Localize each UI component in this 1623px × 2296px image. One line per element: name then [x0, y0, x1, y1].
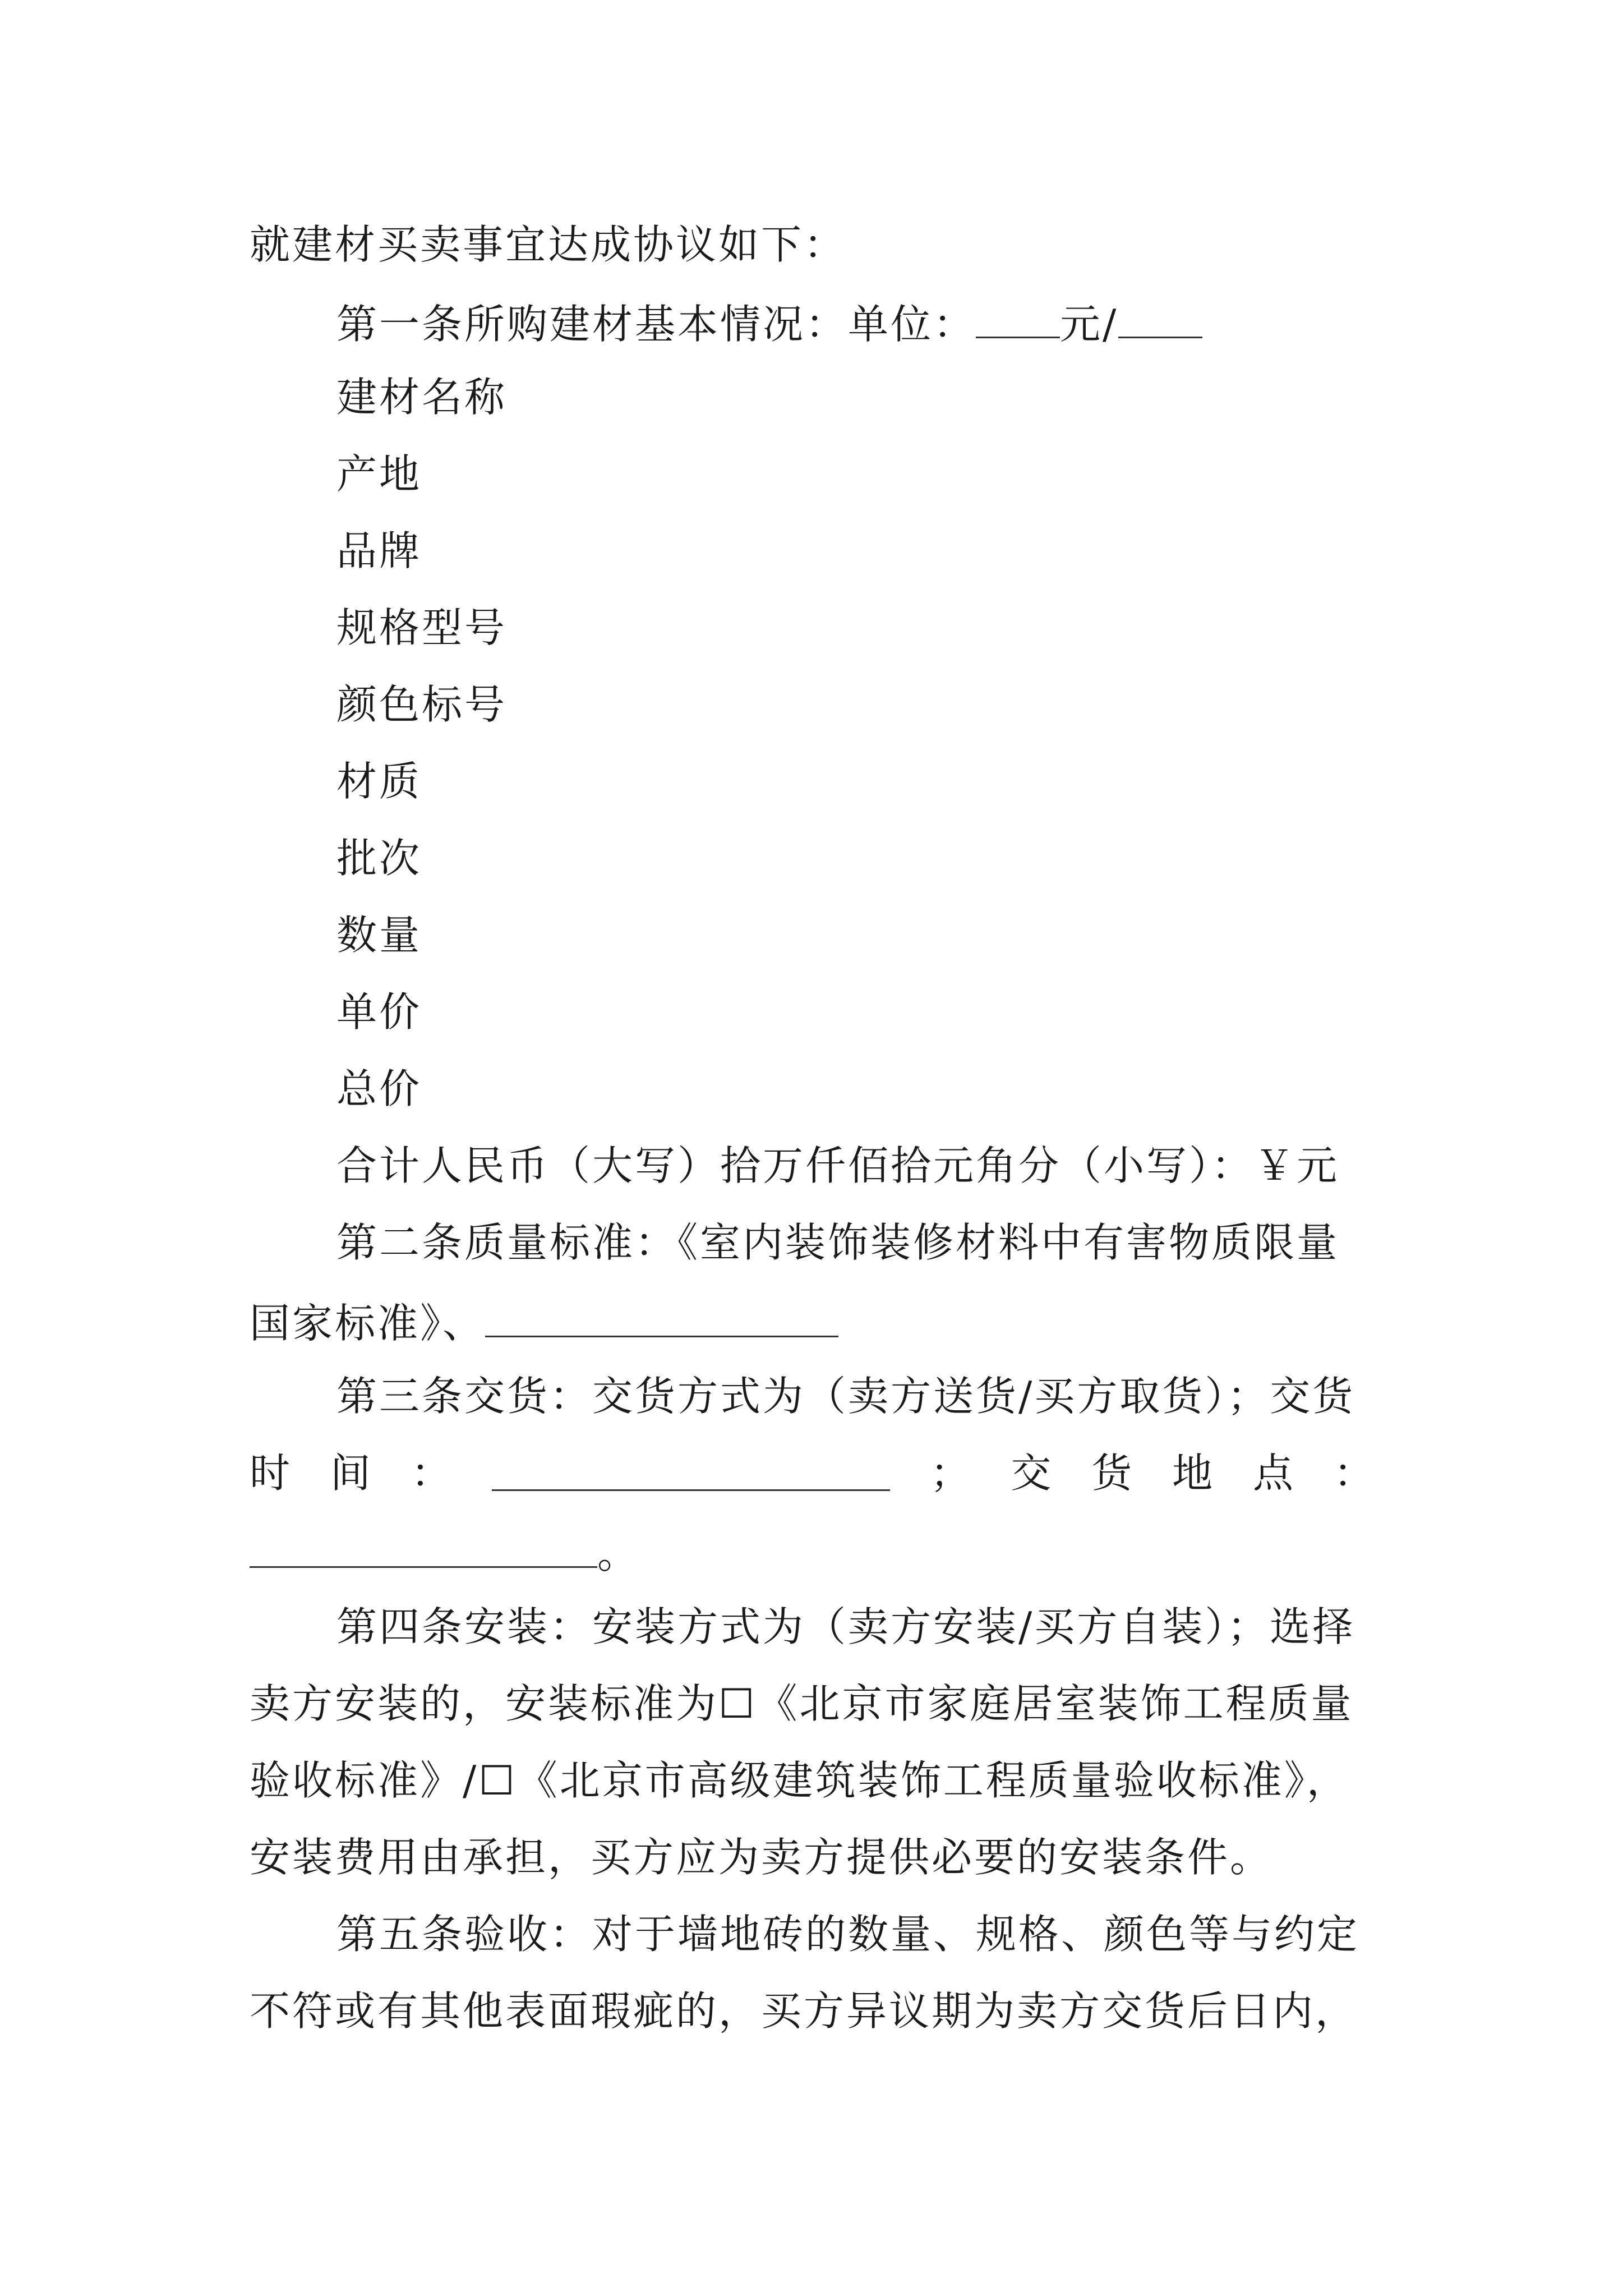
field-label: 颜色标号 — [336, 681, 508, 728]
article-4-line: 第四条安装：安装方式为（卖方安装/买方自装）；选择 — [336, 1603, 1355, 1650]
field-label: 品牌 — [336, 527, 422, 574]
char: ； — [930, 1450, 971, 1497]
article-2-text: 国家标准》、 — [250, 1299, 486, 1347]
field-label: 建材名称 — [336, 374, 508, 421]
delivery-time-blank — [492, 1453, 890, 1491]
char: 时 — [250, 1450, 291, 1497]
article-4-line: 卖方安装的，安装标准为☐《北京市家庭居室装饰工程质量 — [250, 1680, 1354, 1727]
char: ： — [411, 1450, 451, 1497]
field-label: 规格型号 — [336, 604, 508, 651]
char: 间 — [330, 1450, 371, 1497]
char: 交 — [1011, 1450, 1052, 1497]
article-5-line: 第五条验收：对于墙地砖的数量、规格、颜色等与约定 — [336, 1911, 1360, 1958]
unit-text: 元/ — [1060, 300, 1119, 348]
delivery-place-blank — [250, 1530, 597, 1568]
article-4-line: 验收标准》/☐《北京市高级建筑装饰工程质量验收标准》， — [250, 1757, 1349, 1804]
delivery-time-place-line — [250, 1450, 1374, 1497]
unit-price-blank — [976, 300, 1060, 338]
field-label: 批次 — [336, 835, 422, 882]
field-label: 数量 — [336, 912, 422, 959]
delivery-place-line — [250, 1530, 640, 1577]
field-label: 产地 — [336, 450, 422, 498]
total-line: 合计人民币（大写）拾万仟佰拾元角分（小写）：￥元 — [336, 1142, 1340, 1189]
char: ： — [1333, 1450, 1374, 1497]
article-4-line: 安装费用由承担，买方应为卖方提供必要的安装条件。 — [250, 1834, 1273, 1881]
article-1-text: 第一条所购建材基本情况：单位： — [336, 300, 976, 348]
period: 。 — [597, 1530, 640, 1577]
unit-blank — [1118, 300, 1202, 338]
field-label: 总价 — [336, 1065, 422, 1112]
article-2-line: 第二条质量标准：《室内装饰装修材料中有害物质限量 — [336, 1219, 1340, 1266]
char: 货 — [1091, 1450, 1132, 1497]
field-label: 单价 — [336, 988, 422, 1036]
quality-standard-blank — [485, 1299, 838, 1337]
article-3-line: 第三条交货：交货方式为（卖方送货/买方取货）；交货 — [336, 1373, 1355, 1420]
text-line: 就建材买卖事宜达成协议如下： — [250, 221, 847, 268]
article-1-heading — [336, 300, 1202, 348]
field-label: 材质 — [336, 758, 422, 805]
char: 地 — [1172, 1450, 1213, 1497]
article-2-line — [250, 1299, 838, 1347]
char: 点 — [1252, 1450, 1293, 1497]
article-5-line: 不符或有其他表面瑕疵的，买方异议期为卖方交货后日内， — [250, 1987, 1358, 2035]
